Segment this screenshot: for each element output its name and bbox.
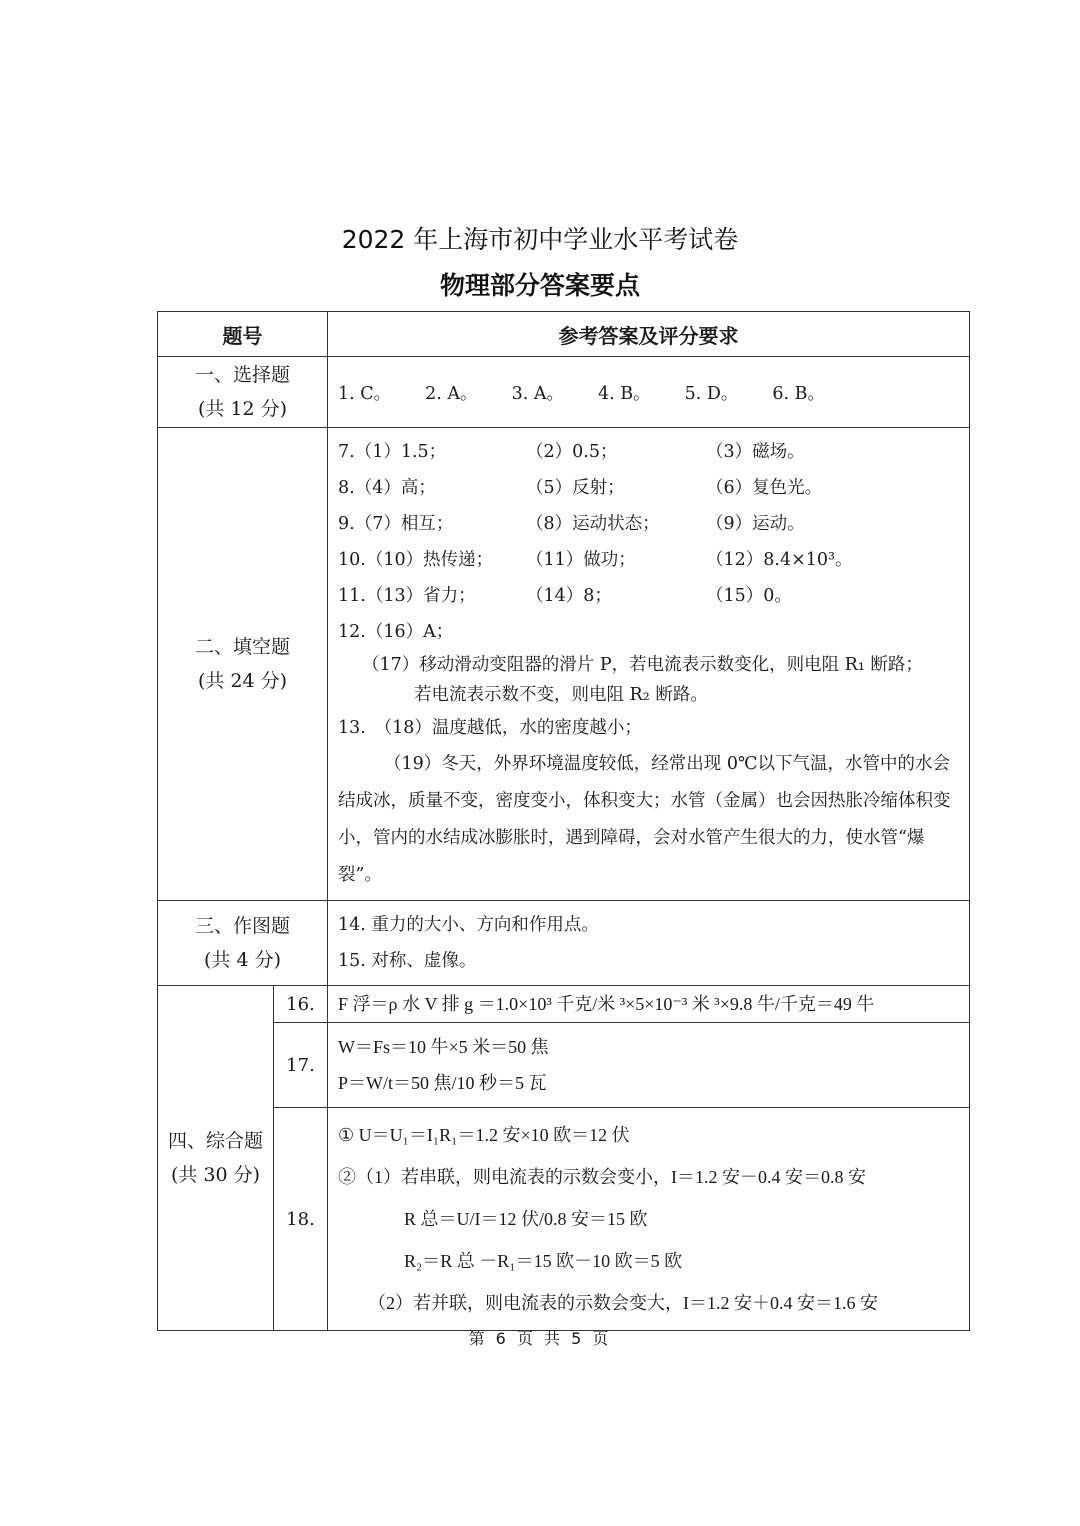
section-choice-row [158,357,970,428]
q13-line: 13. （18）温度越低，水的密度越小； [338,718,642,738]
fill-answer: 7.（1）1.5； [338,442,447,462]
fill-answer-line [338,542,959,578]
q18-answer [328,1108,970,1331]
section-choice-label [158,357,328,428]
section-score: (共 12 分) [197,398,288,420]
formula-line: ① U＝U₁＝I₁R₁＝1.2 安×10 欧＝12 伏 [338,1125,630,1145]
fill-answer: （8）运动状态； [526,514,660,534]
formula-line: W＝Fs＝10 牛×5 米＝50 焦 [338,1037,549,1057]
formula-line: ②（1）若串联，则电流表的示数会变小，I＝1.2 安－0.4 安＝0.8 安 [338,1167,866,1187]
q12-line: 若电流表示数不变，则电阻 R₂ 断路。 [414,685,708,705]
choice-answer: 4. B。 [597,383,651,404]
answer-table [157,311,970,1331]
page-footer: 第 6 页 共 5 页 [468,1329,612,1348]
section-drawing-answers [328,901,970,986]
header-question-number: 题号 [158,312,328,357]
section-drawing-row [158,901,970,986]
section-name: 二、填空题 [194,636,290,658]
formula-line: R₂＝R 总 －R₁＝15 欧－10 欧＝5 欧 [404,1251,683,1271]
formula-line: （2）若并联，则电流表的示数会变大，I＝1.2 安＋0.4 安＝1.6 安 [368,1293,878,1313]
choice-answer: 6. B。 [772,383,826,404]
formula-line: F 浮＝ρ 水 V 排 g ＝1.0×10³ 千克/米 ³×5×10⁻³ 米 ³×9.8 牛/千克＝49 牛 [338,994,875,1014]
formula-line: R 总＝U/I＝12 伏/0.8 安＝15 欧 [404,1209,648,1229]
choice-answer: 1. C。 [338,383,392,404]
choice-answer: 5. D。 [684,383,739,404]
fill-answer: （5）反射； [526,478,625,498]
section-score: (共 24 分) [197,670,288,692]
section-drawing-label [158,901,328,986]
q16-row [158,986,970,1023]
fill-answer: （2）0.5； [526,442,618,462]
q16-answer [328,986,970,1023]
fill-answer-line [338,434,959,470]
section-fill-answers [328,428,970,901]
q17-answer [328,1023,970,1108]
fill-answer: 8.（4）高； [338,478,436,498]
table-header-row [158,312,970,357]
drawing-answer: 15. 对称、虚像。 [338,951,477,971]
section-choice-answers [328,357,970,428]
fill-answer: （3）磁场。 [706,442,805,462]
q17-row [158,1023,970,1108]
q18-row [158,1108,970,1331]
question-number: 18. [274,1108,328,1331]
section-score: (共 30 分) [170,1164,261,1186]
section-name: 三、作图题 [194,915,290,937]
fill-answer-line [338,470,959,506]
fill-answer: （14）8； [526,586,612,606]
fill-answer: 10.（10）热传递； [338,550,494,570]
section-fill-row [158,428,970,901]
q12-line: 12.（16）A； [338,622,454,642]
fill-answer: （15）0。 [706,586,792,606]
formula-line: P＝W/t＝50 焦/10 秒＝5 瓦 [338,1073,547,1093]
fill-answer: 11.（13）省力； [338,586,476,606]
fill-answer: 9.（7）相互； [338,514,454,534]
section-name: 四、综合题 [167,1130,263,1152]
section-fill-label [158,428,328,901]
section-name: 一、选择题 [194,364,290,386]
choice-answer: 2. A。 [425,383,478,404]
fill-answer: （6）复色光。 [706,478,823,498]
choice-answer: 3. A。 [511,383,564,404]
fill-answer: （11）做功； [526,550,636,570]
drawing-answer: 14. 重力的大小、方向和作用点。 [338,915,599,935]
page-subtitle: 物理部分答案要点 [439,271,640,300]
fill-answer: （9）运动。 [706,514,805,534]
question-number: 17. [274,1023,328,1108]
page-title: 2022 年上海市初中学业水平考试卷 [341,225,739,254]
fill-answer: （12）8.4×10³。 [706,550,853,570]
section-score: (共 4 分) [204,949,281,971]
q13-paragraph: （19）冬天，外界环境温度较低，经常出现 0℃以下气温，水管中的水会结成冰，质量不变，密度变小，体积变大；水管（金属）也会因热胀冷缩体积变小，管内的水结成冰膨胀时，遇到障碍，会对水管产生很大的力，使水管“爆裂”。 [338,754,951,885]
q12-line: （17）移动滑动变阻器的滑片 P，若电流表示数变化，则电阻 R₁ 断路； [362,655,923,675]
header-answer: 参考答案及评分要求 [328,312,970,357]
question-number: 16. [274,986,328,1023]
fill-answer-line [338,578,959,614]
section-composite-label [158,986,274,1331]
fill-answer-line [338,506,959,542]
